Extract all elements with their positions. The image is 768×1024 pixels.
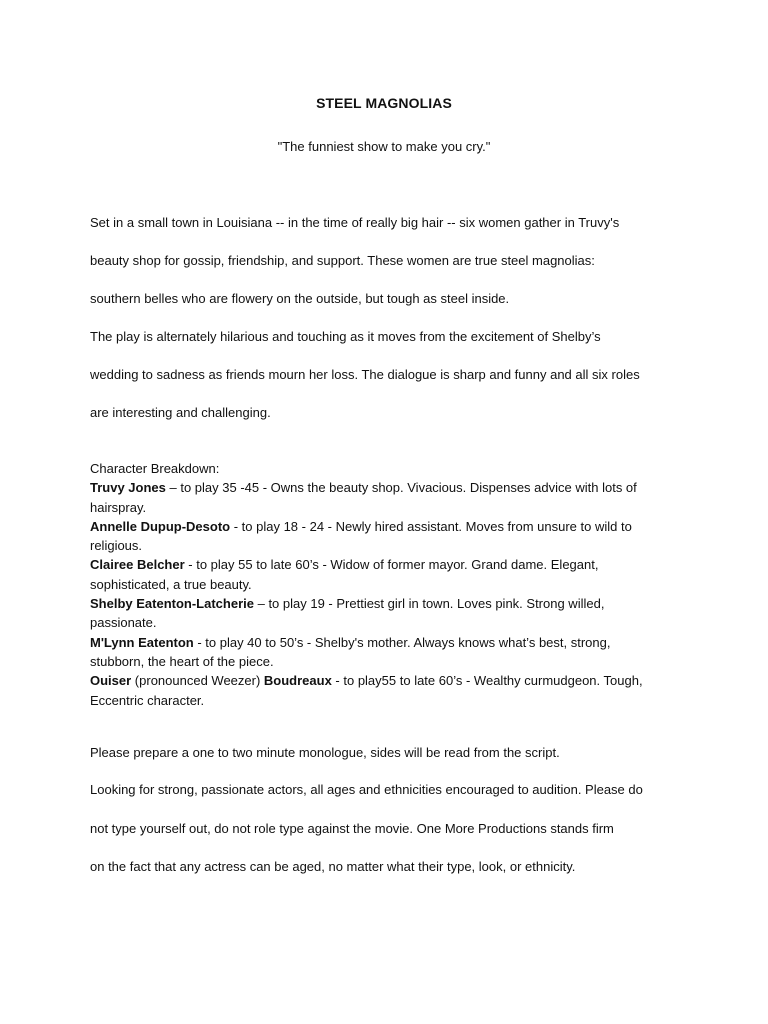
role-name: Annelle Dupup-Desoto (90, 518, 231, 534)
role-description: – to play 35 -45 - Owns the beauty shop. Vivacious. Dispenses advice with lots of (165, 480, 637, 496)
character-breakdown (90, 459, 690, 710)
intro-line-1: Set in a small town in Louisiana -- in the time of really big hair -- six women gather in Truvy's (90, 215, 620, 230)
role-description: - to play 55 to late 60’s - Widow of former mayor. Grand dame. Elegant, (184, 557, 599, 573)
role-description-cont: passionate. (90, 615, 157, 631)
role-description-cont: sophisticated, a true beauty. (90, 576, 252, 592)
role-description: - to play 40 to 50’s - Shelby's mother. Always knows what’s best, strong, (193, 634, 611, 650)
role-description-cont: stubborn, the heart of the piece. (90, 653, 274, 669)
intro-line-6: are interesting and challenging. (90, 405, 271, 420)
role-shelby (90, 594, 690, 633)
role-description: - to play 18 - 24 - Newly hired assistant. Moves from unsure to wild to (230, 518, 632, 534)
intro-line-5: wedding to sadness as friends mourn her loss. The dialogue is sharp and funny and all six roles (90, 367, 640, 382)
closing-line-4: on the fact that any actress can be aged, no matter what their type, look, or ethnicity. (90, 859, 576, 874)
role-description-cont: Eccentric character. (90, 692, 205, 708)
character-breakdown-heading: Character Breakdown: (90, 461, 220, 476)
role-description-cont: religious. (90, 538, 143, 554)
intro-line-2: beauty shop for gossip, friendship, and support. These women are true steel magnolias: (90, 253, 595, 268)
role-name: M'Lynn Eatenton (90, 634, 194, 650)
role-description: – to play 19 - Prettiest girl in town. Loves pink. Strong willed, (253, 596, 605, 612)
document-tagline: "The funniest show to make you cry." (277, 139, 491, 154)
document-title: STEEL MAGNOLIAS (316, 95, 452, 111)
role-description-cont: hairspray. (90, 499, 147, 515)
role-name: Clairee Belcher (90, 557, 185, 573)
role-annelle (90, 517, 690, 556)
closing-line-3: not type yourself out, do not role type against the movie. One More Productions stands firm (90, 821, 614, 836)
role-description: - to play55 to late 60’s - Wealthy curmudgeon. Tough, (331, 673, 643, 689)
role-name: Truvy Jones (90, 480, 166, 496)
intro-line-3: southern belles who are flowery on the outside, but tough as steel inside. (90, 291, 510, 306)
role-pronunciation: (pronounced Weezer) (131, 673, 264, 689)
role-clairee (90, 555, 690, 594)
intro-line-4: The play is alternately hilarious and touching as it moves from the excitement of Shelby’s (90, 329, 601, 344)
role-name-first: Ouiser (90, 673, 132, 689)
role-name: Shelby Eatenton-Latcherie (90, 596, 254, 612)
role-truvy (90, 478, 690, 517)
role-name-last: Boudreaux (263, 673, 332, 689)
role-mlynn (90, 633, 690, 672)
closing-line-1: Please prepare a one to two minute monologue, sides will be read from the script. (90, 745, 560, 760)
role-ouiser (90, 671, 690, 710)
closing-line-2: Looking for strong, passionate actors, all ages and ethnicities encouraged to audition. Please do (90, 782, 643, 797)
